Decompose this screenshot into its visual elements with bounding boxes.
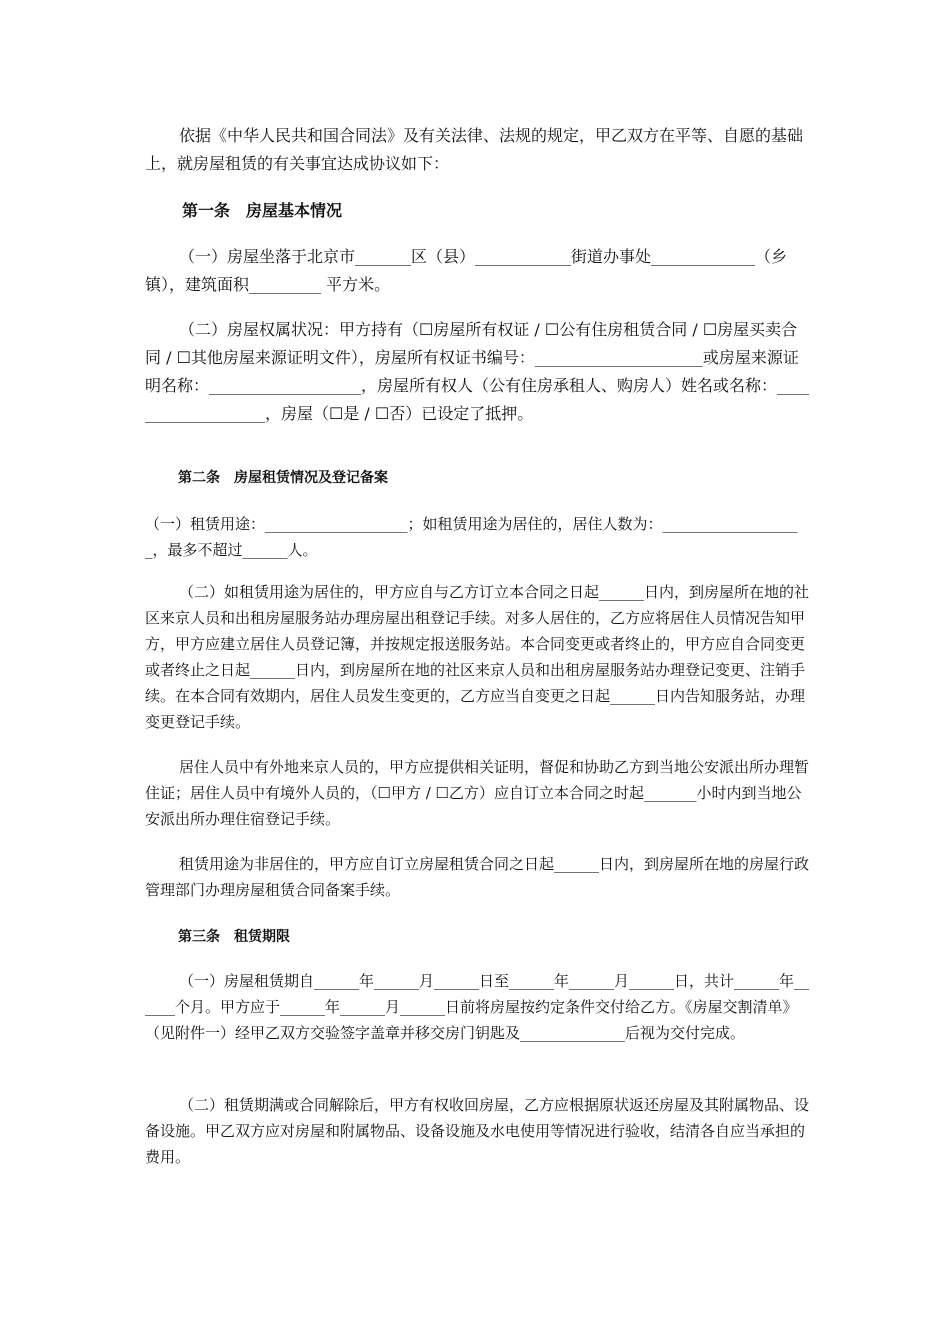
- article-2-clause-1: （一）租赁用途：___________________；如租赁用途为居住的，居住人数为：___________________，最多不超过______人。: [145, 515, 798, 559]
- article-3-heading: 第三条 租赁期限: [178, 929, 290, 945]
- article-1-clause-2: （二）房屋权属状况：甲方持有（☐房屋所有权证 / ☐公有住房租赁合同 / ☐房屋买卖合同 / ☐其他房屋来源证明文件），房屋所有权证书编号：_____________________或房屋来源证明名称：___________________，房屋所有权人（公有住房承租人、购房人）姓名或名称：___________________，房屋（☐是 / ☐否）已设定了抵押。: [145, 320, 810, 423]
- intro-paragraph: 依据《中华人民共和国合同法》及有关法律、法规的规定，甲乙双方在平等、自愿的基础上，就房屋租赁的有关事宜达成协议如下：: [145, 126, 804, 173]
- article-3-clause-2: （二）租赁期满或合同解除后，甲方有权收回房屋，乙方应根据原状返还房屋及其附属物品、设备设施。甲乙双方应对房屋和附属物品、设备设施及水电使用等情况进行验收，结清各自应当承担的费用。: [145, 1096, 810, 1166]
- article-1-heading: 第一条 房屋基本情况: [182, 201, 343, 220]
- article-2-clause-3: 居住人员中有外地来京人员的，甲方应提供相关证明，督促和协助乙方到当地公安派出所办理暂住证；居住人员中有境外人员的，（☐甲方 / ☐乙方）应自订立本合同之时起_______小时内到当地公安派出所办理住宿登记手续。: [145, 758, 810, 828]
- article-2-clause-4: 租赁用途为非居住的，甲方应自订立房屋租赁合同之日起______日内，到房屋所在地的房屋行政管理部门办理房屋租赁合同备案手续。: [145, 855, 810, 899]
- article-2-clause-2: （二）如租赁用途为居住的，甲方应自与乙方订立本合同之日起______日内，到房屋所在地的社区来京人员和出租房屋服务站办理房屋出租登记手续。对多人居住的，乙方应将居住人员情况告知甲方，甲方应建立居住人员登记簿，并按规定报送服务站。本合同变更或者终止的，甲方应自合同变更或者终止之日起______日内，到房屋所在地的社区来京人员和出租房屋服务站办理登记变更、注销手续。在本合同有效期内，居住人员发生变更的，乙方应当自变更之日起______日内告知服务站，办理变更登记手续。: [145, 583, 810, 731]
- article-3-clause-1: （一）房屋租赁期自______年______月______日至______年______月______日，共计______年______个月。甲方应于______年______月______日前将房屋按约定条件交付给乙方。《房屋交割清单》（见附件一）经甲乙双方交验签字盖章并移交房门钥匙及______________后视为交付完成。: [145, 972, 810, 1042]
- article-2-heading: 第二条 房屋租赁情况及登记备案: [178, 470, 388, 486]
- article-1-clause-1: （一）房屋坐落于北京市_______区（县）____________街道办事处_____________（乡镇），建筑面积_________ 平方米。: [145, 247, 788, 294]
